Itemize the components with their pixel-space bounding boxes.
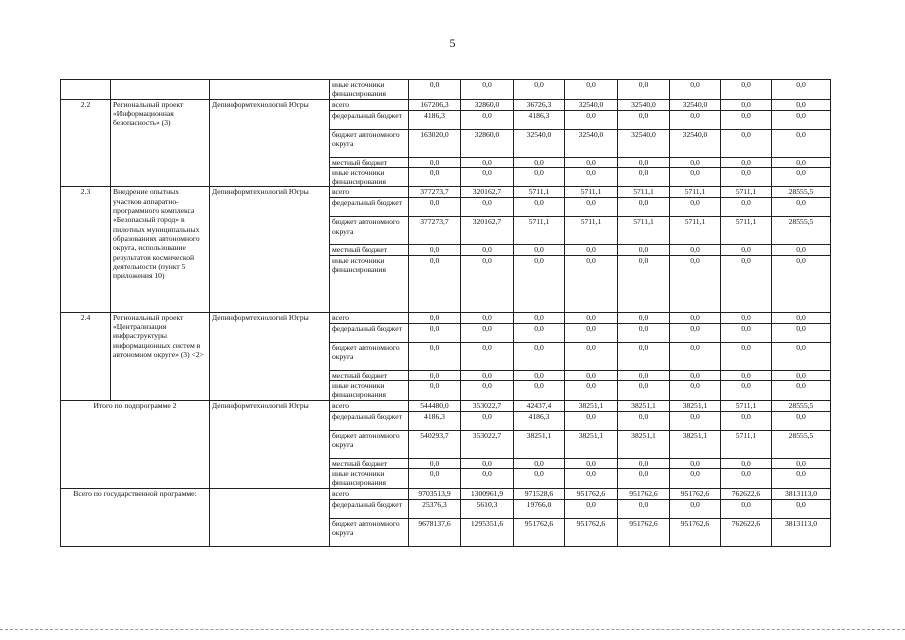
amount-cell: 0,0 [461,167,514,187]
total-label: Итого по подпрограмме 2 [61,400,210,488]
amount-cell: 9703513,9 [409,488,461,499]
amount-cell: 0,0 [772,499,831,518]
amount-cell: 0,0 [514,381,565,401]
amount-cell: 0,0 [565,499,618,518]
amount-cell: 0,0 [721,458,772,468]
amount-cell: 0,0 [409,255,461,312]
amount-cell: 0,0 [461,381,514,401]
amount-cell: 0,0 [772,323,831,342]
financing-table [60,79,831,547]
funding-source: всего [330,312,409,323]
amount-cell: 0,0 [618,370,670,380]
amount-cell: 0,0 [670,80,721,100]
amount-cell: 0,0 [565,323,618,342]
amount-cell: 0,0 [565,255,618,312]
amount-cell: 0,0 [618,167,670,187]
amount-cell: 0,0 [670,381,721,401]
amount-cell: 540293,7 [409,430,461,458]
amount-cell: 5711,1 [721,400,772,411]
amount-cell: 0,0 [772,157,831,167]
table-row [61,80,831,100]
scan-edge-line [0,629,905,630]
funding-source: всего [330,187,409,198]
amount-cell: 32540,0 [670,129,721,157]
amount-cell: 0,0 [409,458,461,468]
amount-cell: 5711,1 [721,187,772,198]
funding-source: местный бюджет [330,245,409,255]
amount-cell: 5711,1 [670,187,721,198]
funding-source: федеральный бюджет [330,411,409,430]
amount-cell: 0,0 [461,110,514,129]
amount-cell: 0,0 [772,381,831,401]
amount-cell: 5711,1 [670,217,721,245]
amount-cell: 0,0 [514,80,565,100]
amount-cell: 32860,0 [461,99,514,110]
amount-cell: 0,0 [772,99,831,110]
executor [210,80,330,100]
amount-cell: 0,0 [461,458,514,468]
amount-cell: 0,0 [514,157,565,167]
amount-cell: 0,0 [409,323,461,342]
amount-cell: 0,0 [565,167,618,187]
funding-source: федеральный бюджет [330,110,409,129]
amount-cell: 0,0 [514,323,565,342]
amount-cell: 0,0 [618,381,670,401]
amount-cell: 28555,5 [772,187,831,198]
amount-cell: 0,0 [409,245,461,255]
amount-cell: 320162,7 [461,217,514,245]
amount-cell: 0,0 [565,342,618,370]
amount-cell: 0,0 [721,342,772,370]
amount-cell: 0,0 [772,255,831,312]
amount-cell: 0,0 [618,198,670,217]
amount-cell: 762622,6 [721,518,772,546]
amount-cell: 0,0 [409,370,461,380]
item-name: Внедрение опытных участков аппаратно-программного комплекса «Безопасный город» в пилотных муниципальных образованиях автономного округа, использование результатов космической деятельности (пункт 5 приложения 10) [111,187,210,312]
table-row [61,312,831,323]
amount-cell: 5711,1 [565,217,618,245]
amount-cell: 163020,0 [409,129,461,157]
amount-cell: 0,0 [721,129,772,157]
amount-cell: 0,0 [721,80,772,100]
amount-cell: 0,0 [409,468,461,488]
amount-cell: 38251,1 [670,400,721,411]
item-number: 2.4 [61,312,111,400]
amount-cell: 0,0 [670,198,721,217]
amount-cell: 0,0 [409,198,461,217]
funding-source: бюджет автономного округа [330,518,409,546]
amount-cell: 0,0 [565,245,618,255]
amount-cell: 28555,5 [772,400,831,411]
funding-source: федеральный бюджет [330,499,409,518]
amount-cell: 0,0 [565,312,618,323]
amount-cell: 0,0 [772,312,831,323]
amount-cell: 0,0 [409,157,461,167]
amount-cell: 0,0 [670,499,721,518]
amount-cell: 951762,6 [618,488,670,499]
amount-cell: 0,0 [618,157,670,167]
table-row [61,488,831,499]
amount-cell: 32540,0 [618,99,670,110]
executor: Депинформтехнологий Югры [210,400,330,488]
amount-cell: 0,0 [565,411,618,430]
amount-cell: 0,0 [514,312,565,323]
amount-cell: 951762,6 [565,488,618,499]
amount-cell: 0,0 [618,323,670,342]
amount-cell: 0,0 [409,167,461,187]
amount-cell: 0,0 [721,370,772,380]
amount-cell: 36726,3 [514,99,565,110]
amount-cell: 3813113,0 [772,488,831,499]
amount-cell: 0,0 [565,157,618,167]
funding-source: всего [330,99,409,110]
amount-cell: 0,0 [618,255,670,312]
amount-cell: 320162,7 [461,187,514,198]
amount-cell: 377273,7 [409,187,461,198]
amount-cell: 0,0 [721,312,772,323]
amount-cell: 0,0 [772,110,831,129]
amount-cell: 0,0 [721,157,772,167]
amount-cell: 38251,1 [618,430,670,458]
funding-source: иные источники финансирования [330,468,409,488]
amount-cell: 0,0 [514,342,565,370]
item-name: Региональный проект «Централизация инфраструктуры информационных систем в автономном округе» (3) <2> [111,312,210,400]
amount-cell: 0,0 [670,323,721,342]
page-number: 5 [449,36,456,50]
amount-cell: 0,0 [772,370,831,380]
executor: Депинформтехнологий Югры [210,99,330,187]
amount-cell: 0,0 [670,370,721,380]
amount-cell: 0,0 [670,458,721,468]
amount-cell: 0,0 [514,468,565,488]
funding-source: иные источники финансирования [330,381,409,401]
amount-cell: 0,0 [721,255,772,312]
amount-cell: 0,0 [565,381,618,401]
amount-cell: 0,0 [670,110,721,129]
amount-cell: 0,0 [721,499,772,518]
amount-cell: 0,0 [618,342,670,370]
amount-cell: 42437,4 [514,400,565,411]
amount-cell: 0,0 [565,468,618,488]
amount-cell: 0,0 [461,370,514,380]
amount-cell: 951762,6 [618,518,670,546]
funding-source: всего [330,488,409,499]
funding-source: местный бюджет [330,458,409,468]
amount-cell: 0,0 [461,323,514,342]
amount-cell: 0,0 [721,245,772,255]
amount-cell: 0,0 [565,110,618,129]
amount-cell: 0,0 [461,411,514,430]
amount-cell: 0,0 [772,198,831,217]
item-number: 2.2 [61,99,111,187]
amount-cell: 951762,6 [670,488,721,499]
amount-cell: 0,0 [618,458,670,468]
amount-cell: 951762,6 [670,518,721,546]
amount-cell: 0,0 [461,198,514,217]
amount-cell: 0,0 [670,157,721,167]
funding-source: бюджет автономного округа [330,217,409,245]
amount-cell: 0,0 [618,245,670,255]
amount-cell: 0,0 [721,167,772,187]
amount-cell: 0,0 [721,468,772,488]
amount-cell: 0,0 [772,458,831,468]
amount-cell: 167206,3 [409,99,461,110]
amount-cell: 19766,0 [514,499,565,518]
amount-cell: 1300961,9 [461,488,514,499]
amount-cell: 0,0 [461,255,514,312]
amount-cell: 0,0 [461,80,514,100]
amount-cell: 0,0 [670,245,721,255]
amount-cell: 0,0 [772,129,831,157]
funding-source: иные источники финансирования [330,167,409,187]
amount-cell: 0,0 [772,245,831,255]
amount-cell: 25376,3 [409,499,461,518]
amount-cell: 0,0 [772,80,831,100]
executor: Депинформтехнологий Югры [210,187,330,312]
amount-cell: 0,0 [721,411,772,430]
funding-source: бюджет автономного округа [330,342,409,370]
amount-cell: 971528,6 [514,488,565,499]
amount-cell: 9678137,6 [409,518,461,546]
amount-cell: 544480,0 [409,400,461,411]
amount-cell: 0,0 [461,342,514,370]
funding-source: местный бюджет [330,157,409,167]
amount-cell: 0,0 [670,312,721,323]
amount-cell: 0,0 [565,80,618,100]
amount-cell: 0,0 [514,370,565,380]
amount-cell: 0,0 [514,458,565,468]
amount-cell: 0,0 [670,468,721,488]
amount-cell: 4186,3 [409,110,461,129]
amount-cell: 0,0 [461,312,514,323]
amount-cell: 4186,3 [514,110,565,129]
amount-cell: 0,0 [772,468,831,488]
item-name: Региональный проект «Информационная безопасность» (3) [111,99,210,187]
amount-cell: 0,0 [409,312,461,323]
amount-cell: 5711,1 [618,217,670,245]
amount-cell: 0,0 [409,342,461,370]
executor: Депинформтехнологий Югры [210,312,330,400]
amount-cell: 0,0 [618,411,670,430]
executor [210,488,330,546]
amount-cell: 353022,7 [461,400,514,411]
amount-cell: 3813113,0 [772,518,831,546]
table-row [61,400,831,411]
amount-cell: 32540,0 [565,99,618,110]
amount-cell: 5711,1 [618,187,670,198]
funding-source: федеральный бюджет [330,198,409,217]
amount-cell: 951762,6 [565,518,618,546]
amount-cell: 0,0 [618,468,670,488]
amount-cell: 0,0 [565,370,618,380]
amount-cell: 0,0 [721,99,772,110]
amount-cell: 5711,1 [514,217,565,245]
amount-cell: 5711,1 [721,430,772,458]
amount-cell: 32540,0 [670,99,721,110]
amount-cell: 377273,7 [409,217,461,245]
amount-cell: 0,0 [618,499,670,518]
funding-source: иные источники финансирования [330,255,409,312]
item-name [111,80,210,100]
amount-cell: 0,0 [721,198,772,217]
amount-cell: 0,0 [514,255,565,312]
amount-cell: 762622,6 [721,488,772,499]
amount-cell: 353022,7 [461,430,514,458]
amount-cell: 4186,3 [409,411,461,430]
amount-cell: 38251,1 [565,400,618,411]
amount-cell: 0,0 [409,80,461,100]
amount-cell: 0,0 [514,245,565,255]
amount-cell: 28555,5 [772,430,831,458]
amount-cell: 0,0 [618,80,670,100]
amount-cell: 5711,1 [514,187,565,198]
amount-cell: 951762,6 [514,518,565,546]
funding-source: всего [330,400,409,411]
amount-cell: 32860,0 [461,129,514,157]
amount-cell: 32540,0 [565,129,618,157]
amount-cell: 32540,0 [514,129,565,157]
amount-cell: 38251,1 [565,430,618,458]
amount-cell: 0,0 [461,245,514,255]
funding-source: бюджет автономного округа [330,129,409,157]
amount-cell: 0,0 [618,312,670,323]
amount-cell: 0,0 [514,198,565,217]
total-label: Всего по государственной программе: [61,488,210,546]
funding-source: федеральный бюджет [330,323,409,342]
funding-source: местный бюджет [330,370,409,380]
amount-cell: 4186,3 [514,411,565,430]
amount-cell: 0,0 [618,110,670,129]
amount-cell: 0,0 [772,342,831,370]
funding-source: бюджет автономного округа [330,430,409,458]
amount-cell: 38251,1 [618,400,670,411]
amount-cell: 0,0 [565,458,618,468]
amount-cell: 0,0 [670,167,721,187]
amount-cell: 0,0 [670,255,721,312]
table-row [61,187,831,198]
amount-cell: 0,0 [461,468,514,488]
amount-cell: 0,0 [461,157,514,167]
amount-cell: 5711,1 [565,187,618,198]
amount-cell: 0,0 [670,411,721,430]
amount-cell: 1295351,6 [461,518,514,546]
amount-cell: 0,0 [670,342,721,370]
funding-source: иные источники финансирования [330,80,409,100]
amount-cell: 0,0 [772,167,831,187]
amount-cell: 5711,1 [721,217,772,245]
amount-cell: 0,0 [565,198,618,217]
amount-cell: 0,0 [721,110,772,129]
amount-cell: 38251,1 [514,430,565,458]
amount-cell: 5610,3 [461,499,514,518]
amount-cell: 0,0 [514,167,565,187]
amount-cell: 32540,0 [618,129,670,157]
item-number [61,80,111,100]
amount-cell: 28555,5 [772,217,831,245]
amount-cell: 0,0 [721,381,772,401]
item-number: 2.3 [61,187,111,312]
amount-cell: 0,0 [409,381,461,401]
table-row [61,99,831,110]
amount-cell: 38251,1 [670,430,721,458]
amount-cell: 0,0 [772,411,831,430]
amount-cell: 0,0 [721,323,772,342]
